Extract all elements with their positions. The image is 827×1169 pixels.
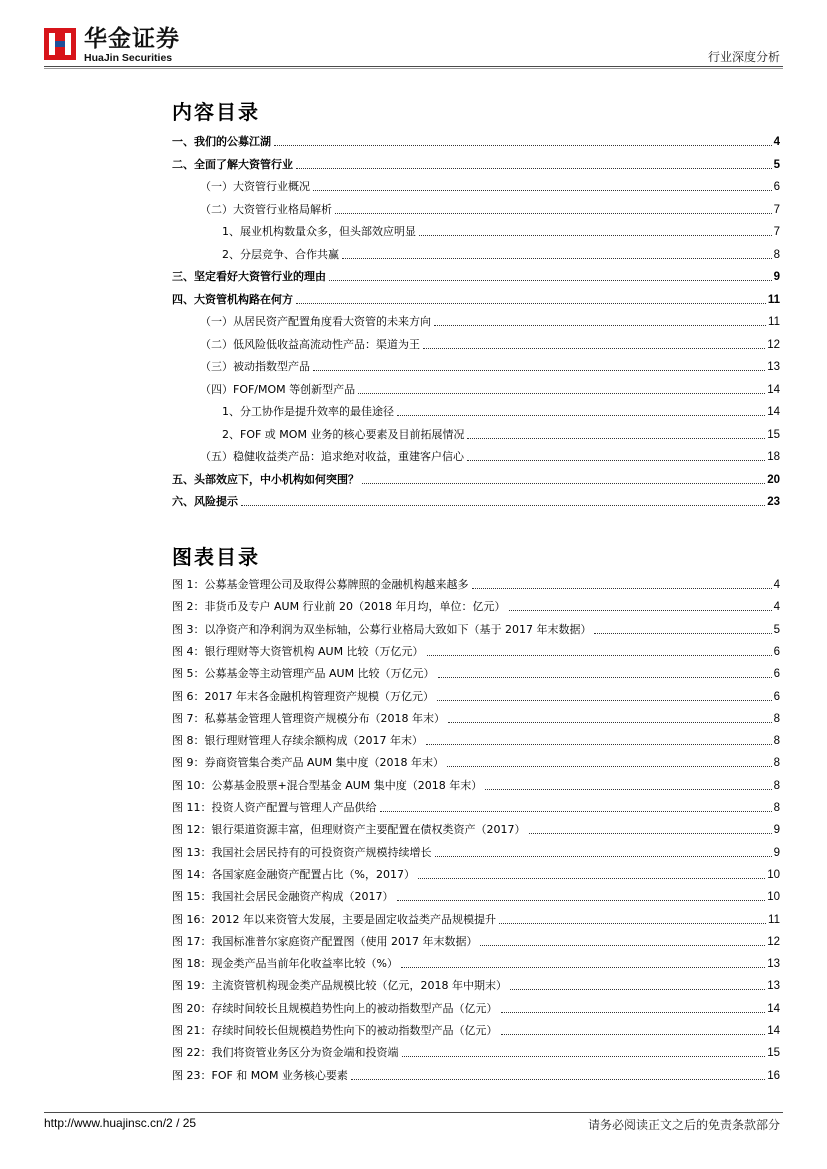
toc-entry-page: 4: [773, 136, 780, 148]
brand-name-en: HuaJin Securities: [84, 52, 173, 64]
toc-title: 内容目录: [172, 100, 260, 124]
toc-entry[interactable]: [172, 178, 780, 194]
toc-entry[interactable]: [172, 201, 780, 217]
figure-entry-page: 13: [767, 980, 780, 993]
dot-leader: [485, 787, 771, 790]
figure-entry-page: 9: [773, 824, 780, 837]
dot-leader: [472, 586, 772, 589]
figure-entry[interactable]: [172, 576, 780, 592]
toc-entry-page: 8: [773, 248, 780, 261]
toc-entry-page: 5: [773, 158, 780, 171]
figure-entry-text: 图 2：非货币及专户 AUM 行业前 20（2018 年月均，单位：亿元）: [172, 600, 506, 614]
figure-entry-text: 图 3：以净资产和净利润为双坐标轴，公募行业格局大致如下（基于 2017 年末数据）: [172, 622, 592, 636]
figure-entry[interactable]: [172, 732, 780, 748]
dot-leader: [313, 188, 772, 191]
figure-entry[interactable]: [172, 888, 780, 904]
figure-entry-text: 图 20：存续时间较长且规模趋势性向上的被动指数型产品（亿元）: [172, 1001, 498, 1015]
figure-entry-page: 5: [773, 623, 780, 636]
toc-entry[interactable]: [172, 133, 780, 149]
toc-entry-text: 1、分工协作是提升效率的最佳途径: [222, 405, 394, 418]
toc-entry-text: （二）大资管行业格局解析: [200, 202, 332, 216]
dot-leader: [274, 143, 772, 146]
dot-leader: [397, 413, 765, 416]
figure-entry-page: 6: [773, 645, 780, 658]
dot-leader: [499, 921, 766, 924]
dot-leader: [509, 608, 772, 611]
figure-entry-text: 图 21：存续时间较长但规模趋势性向下的被动指数型产品（亿元）: [172, 1024, 498, 1037]
toc-entry[interactable]: [172, 358, 780, 374]
toc-entry-text: （一）从居民资产配置角度看大资管的未来方向: [200, 315, 431, 328]
figure-entry-text: 图 17：我国标准普尔家庭资产配置图（使用 2017 年末数据）: [172, 934, 478, 948]
toc-entry[interactable]: [172, 268, 780, 284]
dot-leader: [342, 256, 772, 259]
figure-entry[interactable]: [172, 821, 780, 837]
figure-entry[interactable]: [172, 1067, 780, 1083]
toc-entry[interactable]: [172, 448, 780, 464]
figure-entry-page: 8: [773, 735, 780, 748]
figure-entry[interactable]: [172, 643, 780, 659]
figure-entry[interactable]: [172, 844, 780, 860]
footer-disclaimer: 请务必阅读正文之后的免责条款部分: [587, 1118, 780, 1132]
figure-entry-text: 图 22：我们将资管业务区分为资金端和投资端: [172, 1046, 399, 1060]
dot-leader: [402, 1054, 766, 1057]
dot-leader: [419, 233, 772, 236]
dot-leader: [447, 764, 772, 767]
toc-entry-text: （五）稳健收益类产品：追求绝对收益，重建客户信心: [200, 450, 464, 463]
dot-leader: [437, 698, 772, 701]
footer-divider: [44, 1112, 783, 1113]
figure-entry-text: 图 10：公募基金股票+混合型基金 AUM 集中度（2018 年末）: [172, 778, 483, 792]
figure-entry-page: 9: [773, 846, 780, 859]
figure-entry-page: 6: [773, 690, 780, 703]
figure-entry[interactable]: [172, 1000, 780, 1016]
dot-leader: [427, 653, 772, 656]
toc-entry-text: 1、展业机构数量众多，但头部效应明显: [222, 225, 416, 238]
dot-leader: [358, 391, 765, 394]
figure-entry-text: 图 8：银行理财管理人存续余额构成（2017 年末）: [172, 734, 423, 748]
header-divider-secondary: [44, 68, 783, 69]
toc-entry-page: 18: [767, 451, 780, 463]
toc-entry[interactable]: [172, 336, 780, 352]
figure-entry-text: 图 6：2017 年末各金融机构管理资产规模（万亿元）: [172, 689, 434, 703]
figure-entry[interactable]: [172, 866, 780, 882]
figure-entry[interactable]: [172, 754, 780, 770]
dot-leader: [423, 346, 765, 349]
figure-entry[interactable]: [172, 621, 780, 637]
figure-entry[interactable]: [172, 977, 780, 993]
figure-entry-page: 8: [773, 779, 780, 792]
dot-leader: [241, 503, 765, 506]
brand-logo: [44, 26, 194, 66]
dot-leader: [480, 943, 765, 946]
dot-leader: [435, 854, 772, 857]
figure-entry-page: 14: [767, 1025, 780, 1037]
dot-leader: [329, 278, 772, 281]
figure-entry[interactable]: [172, 1044, 780, 1060]
toc-entry[interactable]: [172, 381, 780, 397]
dot-leader: [426, 742, 772, 745]
figure-entry-text: 图 23：FOF 和 MOM 业务核心要素: [172, 1068, 348, 1082]
dot-leader: [448, 720, 772, 723]
figure-entry-page: 14: [767, 1002, 780, 1015]
figure-entry-page: 4: [773, 579, 780, 591]
toc-entry-page: 14: [767, 406, 780, 418]
dot-leader: [380, 809, 772, 812]
huajin-logo-icon: [44, 28, 76, 60]
footer-url-page: http://www.huajinsc.cn/2 / 25: [44, 1116, 197, 1130]
figure-entry-text: 图 18：现金类产品当前年化收益率比较（%）: [172, 957, 398, 971]
figure-entry-page: 13: [767, 958, 780, 971]
figure-entry-text: 图 14：各国家庭金融资产配置占比（%，2017）: [172, 867, 415, 881]
toc-entry-text: （四）FOF/MOM 等创新型产品: [200, 382, 356, 396]
figure-entry-text: 图 5：公募基金等主动管理产品 AUM 比较（万亿元）: [172, 667, 435, 681]
header-divider: [44, 66, 783, 67]
toc-entry[interactable]: [172, 471, 780, 487]
figure-entry-page: 4: [773, 601, 780, 614]
figure-entry-page: 6: [773, 668, 780, 681]
figure-entry[interactable]: [172, 777, 780, 793]
toc-entry-text: 2、分层竞争、合作共赢: [222, 247, 339, 261]
dot-leader: [351, 1077, 765, 1080]
figures-title: 图表目录: [172, 545, 260, 569]
toc-entry-text: 六、风险提示: [172, 495, 238, 508]
dot-leader: [501, 1010, 766, 1013]
figure-entry-page: 15: [767, 1047, 780, 1060]
brand-name-cn: 华金证券: [84, 26, 180, 52]
toc-entry-page: 13: [767, 361, 780, 373]
toc-entry-page: 14: [767, 383, 780, 396]
dot-leader: [438, 675, 772, 678]
figure-entry-page: 10: [767, 891, 780, 904]
dot-leader: [434, 323, 766, 326]
figure-entry-page: 16: [767, 1069, 780, 1082]
toc-entry-text: 三、坚定看好大资管行业的理由: [172, 270, 326, 283]
toc-entry-page: 12: [767, 338, 780, 351]
toc-entry[interactable]: [172, 156, 780, 172]
figure-entry-text: 图 19：主流资管机构现金类产品规模比较（亿元，2018 年中期末）: [172, 979, 507, 993]
figure-entry-text: 图 11：投资人资产配置与管理人产品供给: [172, 801, 377, 814]
dot-leader: [529, 831, 772, 834]
toc-entry-text: 一、我们的公募江湖: [172, 135, 271, 148]
figure-entry-text: 图 9：券商资管集合类产品 AUM 集中度（2018 年末）: [172, 756, 445, 770]
figure-entry[interactable]: [172, 1022, 780, 1038]
dot-leader: [401, 965, 765, 968]
figure-entry-page: 8: [773, 757, 780, 770]
figure-entry[interactable]: [172, 933, 780, 949]
toc-entry-text: 五、头部效应下，中小机构如何突围？: [172, 472, 359, 486]
toc-entry-text: 2、FOF 或 MOM 业务的核心要素及目前拓展情况: [222, 427, 465, 441]
figure-entry[interactable]: [172, 688, 780, 704]
toc-entry-text: （二）低风险低收益高流动性产品：渠道为王: [200, 337, 420, 351]
figure-entry-text: 图 1：公募基金管理公司及取得公募牌照的金融机构越来越多: [172, 578, 469, 591]
dot-leader: [335, 211, 772, 214]
toc-entry-text: 二、全面了解大资管行业: [172, 157, 293, 171]
toc-entry-page: 6: [773, 181, 780, 193]
figure-entry-page: 12: [767, 935, 780, 948]
figure-entry-page: 11: [768, 913, 780, 926]
dot-leader: [418, 876, 765, 879]
toc-entry[interactable]: [172, 426, 780, 442]
toc-entry[interactable]: [172, 246, 780, 262]
toc-entry[interactable]: [172, 493, 780, 509]
toc-entry[interactable]: [172, 403, 780, 419]
figure-entry-text: 图 15：我国社会居民金融资产构成（2017）: [172, 890, 394, 904]
toc-entry-page: 7: [773, 226, 780, 238]
toc-entry-page: 9: [773, 271, 780, 283]
dot-leader: [501, 1032, 766, 1035]
figure-entry[interactable]: [172, 598, 780, 614]
figure-entry[interactable]: [172, 911, 780, 927]
dot-leader: [594, 631, 771, 634]
dot-leader: [296, 166, 772, 169]
toc-entry[interactable]: [172, 291, 780, 307]
dot-leader: [362, 481, 765, 484]
dot-leader: [313, 368, 765, 371]
toc-entry-page: 15: [767, 428, 780, 441]
dot-leader: [467, 436, 765, 439]
dot-leader: [467, 458, 765, 461]
figure-entry-text: 图 12：银行渠道资源丰富，但理财资产主要配置在债权类资产（2017）: [172, 823, 526, 837]
toc-entry[interactable]: [172, 223, 780, 239]
figure-entry[interactable]: [172, 799, 780, 815]
figure-entry[interactable]: [172, 710, 780, 726]
toc-entry-page: 23: [767, 496, 780, 508]
figure-entry-page: 10: [767, 868, 780, 881]
dot-leader: [397, 898, 766, 901]
figure-entry-page: 8: [773, 712, 780, 725]
toc-entry-text: （一）大资管行业概况: [200, 180, 310, 193]
figure-entry-text: 图 16：2012 年以来资管大发展，主要是固定收益类产品规模提升: [172, 912, 496, 926]
toc-entry-text: （三）被动指数型产品: [200, 360, 310, 373]
figure-entry[interactable]: [172, 955, 780, 971]
toc-entry[interactable]: [172, 313, 780, 329]
toc-entry-text: 四、大资管机构路在何方: [172, 292, 293, 306]
toc-entry-page: 20: [767, 473, 780, 486]
figure-entry-text: 图 4：银行理财等大资管机构 AUM 比较（万亿元）: [172, 644, 424, 658]
toc-entry-page: 7: [773, 203, 780, 216]
dot-leader: [510, 987, 765, 990]
toc-entry-page: 11: [768, 316, 780, 328]
figure-entry-page: 8: [773, 802, 780, 814]
toc-entry-page: 11: [767, 293, 780, 306]
figure-entry-text: 图 7：私募基金管理人管理资产规模分布（2018 年末）: [172, 711, 445, 725]
figure-entry-text: 图 13：我国社会居民持有的可投资资产规模持续增长: [172, 845, 432, 859]
figure-entry[interactable]: [172, 665, 780, 681]
report-type-label: 行业深度分析: [707, 50, 780, 64]
dot-leader: [296, 301, 766, 304]
